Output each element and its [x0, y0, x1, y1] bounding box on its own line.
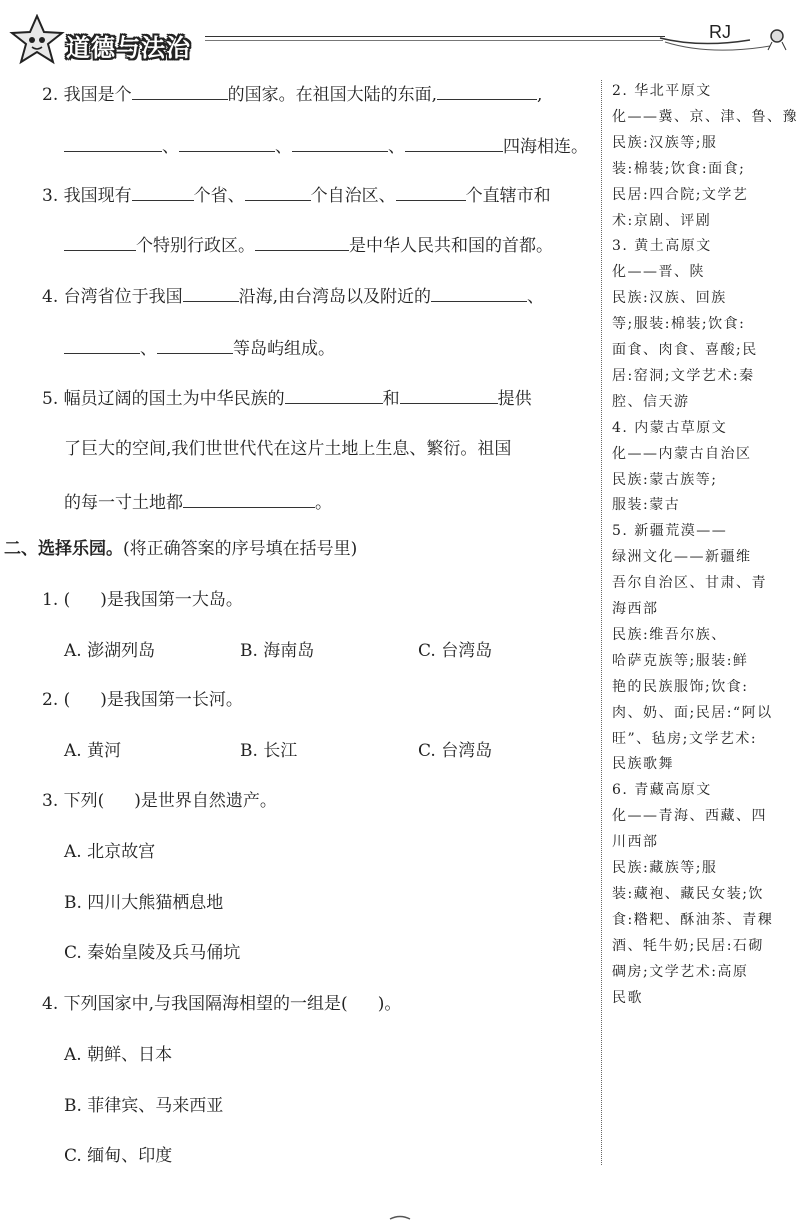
fill-q4-line1 [42, 284, 544, 308]
answer-blank[interactable] [179, 134, 275, 152]
sidebar-note-line: 民族歌舞 [612, 756, 674, 772]
section-title: 二、选择乐园。 [4, 539, 123, 559]
sidebar-note-line: 民居:四合院;文学艺 [612, 187, 749, 203]
choice-q1-option-c[interactable]: C. 台湾岛 [418, 641, 493, 661]
sidebar-note-line: 术:京剧、评剧 [612, 213, 712, 229]
question-number: 3. [42, 791, 59, 811]
choice-q1-stem [42, 589, 243, 611]
fill-q5-line3 [64, 490, 332, 514]
fill-q3-line2 [64, 233, 553, 257]
answer-blank[interactable] [292, 134, 388, 152]
sidebar-note-line: 民族:蒙古族等; [612, 472, 718, 488]
header-rule [205, 36, 665, 37]
choice-q2-option-c[interactable]: C. 台湾岛 [418, 741, 493, 761]
question-number: 2. [42, 85, 59, 105]
fill-q4-line2 [64, 336, 335, 360]
answer-blank[interactable] [396, 183, 466, 201]
text: 的每一寸土地都 [64, 493, 183, 513]
text: , [537, 85, 543, 105]
fill-q2-line1 [42, 82, 542, 106]
section-instruction: (将正确答案的序号填在括号里) [123, 539, 358, 559]
choice-q4-option-b[interactable]: B. 菲律宾、马来西亚 [64, 1096, 224, 1116]
choice-q2-stem [42, 689, 243, 711]
sidebar-note-line: 3. 黄土高原文 [612, 238, 712, 254]
text: 个自治区、 [310, 186, 396, 206]
answer-blank[interactable] [255, 233, 349, 251]
sidebar-note-line: 化——青海、西藏、四 [612, 808, 767, 824]
sidebar-note-line: 民族:汉族、回族 [612, 290, 727, 306]
fill-q3-line1 [42, 183, 551, 207]
choice-q4-option-a[interactable]: A. 朝鲜、日本 [64, 1045, 173, 1065]
sidebar-note-line: 民族:汉族等;服 [612, 135, 718, 151]
sidebar-note-line: 装:藏袍、藏民女装;饮 [612, 886, 764, 902]
section-heading [4, 538, 357, 560]
sidebar-note-line: 化——冀、京、津、鲁、豫 [612, 109, 798, 125]
answer-blank[interactable] [405, 134, 503, 152]
text: 台湾省位于我国 [63, 287, 183, 307]
question-number: 2. [42, 690, 59, 710]
sidebar-note-line: 居:窑洞;文学艺术:秦 [612, 368, 755, 384]
text: 提供 [497, 389, 532, 409]
text: 和 [382, 389, 400, 409]
choice-q3-option-c[interactable]: C. 秦始皇陵及兵马俑坑 [64, 943, 241, 963]
sidebar-note-line: 装:棉装;饮食:面食; [612, 161, 746, 177]
sidebar-note-line: 哈萨克族等;服装:鲜 [612, 653, 749, 669]
sidebar-note-line: 旺”、毡房;文学艺术: [612, 731, 758, 747]
brand-title: 道德与法治 [66, 34, 191, 62]
sidebar-note-line: 4. 内蒙古草原文 [612, 420, 728, 436]
answer-blank[interactable] [183, 284, 239, 302]
header-rule-secondary [205, 40, 663, 41]
choice-q4-stem [42, 993, 401, 1015]
fill-q2-line2 [64, 134, 588, 158]
sidebar-note-line: 川西部 [612, 834, 659, 850]
sidebar-note-line: 海西部 [612, 601, 659, 617]
question-number: 3. [42, 186, 59, 206]
answer-blank[interactable] [132, 183, 194, 201]
choice-q2-option-a[interactable]: A. 黄河 [64, 741, 122, 761]
text: 沿海,由台湾岛以及附近的 [238, 287, 432, 307]
sidebar-note-line: 面食、肉食、喜酸;民 [612, 342, 758, 358]
text: 。 [315, 493, 332, 513]
choice-q2-option-b[interactable]: B. 长江 [240, 741, 298, 761]
sidebar-note-line: 化——晋、陕 [612, 264, 705, 280]
text: 下列( [63, 791, 105, 811]
question-number: 1. [42, 590, 59, 610]
sidebar-note-line: 民族:藏族等;服 [612, 860, 718, 876]
text: )是我国第一长河。 [100, 690, 243, 710]
text: 个特别行政区。 [136, 236, 255, 256]
text: 个省、 [193, 186, 245, 206]
sidebar-note-line: 肉、奶、面;民居:“阿以 [612, 705, 773, 721]
page-footer-mark [388, 1205, 412, 1211]
question-number: 5. [42, 389, 59, 409]
text: )。 [377, 994, 402, 1014]
star-mascot-icon [8, 14, 66, 66]
text: 下列国家中,与我国隔海相望的一组是( [63, 994, 348, 1014]
choice-q4-option-c[interactable]: C. 缅甸、印度 [64, 1146, 173, 1166]
answer-blank[interactable] [132, 82, 228, 100]
question-number: 4. [42, 287, 59, 307]
answer-blank[interactable] [437, 82, 537, 100]
text: 、 [140, 339, 157, 359]
sidebar-note-line: 等;服装:棉装;饮食: [612, 316, 746, 332]
sidebar-note-line: 民歌 [612, 990, 643, 1006]
sidebar-note-line: 民族:维吾尔族、 [612, 627, 727, 643]
answer-blank[interactable] [245, 183, 311, 201]
answer-blank[interactable] [285, 386, 383, 404]
sidebar-note-line: 碉房;文学艺术:高原 [612, 964, 749, 980]
text: 、 [527, 287, 545, 307]
question-number: 4. [42, 994, 59, 1014]
sidebar-note-line: 食:糌粑、酥油茶、青稞 [612, 912, 774, 928]
choice-q3-option-b[interactable]: B. 四川大熊猫栖息地 [64, 893, 224, 913]
text: ( [63, 690, 71, 710]
answer-blank[interactable] [157, 336, 233, 354]
text: )是我国第一大岛。 [100, 590, 243, 610]
text: ( [63, 590, 71, 610]
choice-q3-stem [42, 790, 277, 812]
fill-q5-line2: 了巨大的空间,我们世世代代在这片土地上生息、繁衍。祖国 [64, 439, 512, 459]
answer-blank[interactable] [64, 134, 162, 152]
sidebar-note-line: 艳的民族服饰;饮食: [612, 679, 749, 695]
choice-q1-option-b[interactable]: B. 海南岛 [240, 641, 315, 661]
sidebar-note-line: 6. 青藏高原文 [612, 782, 712, 798]
text: 等岛屿组成。 [233, 339, 335, 359]
text: )是世界自然遗产。 [134, 791, 277, 811]
text: 幅员辽阔的国土为中华民族的 [63, 389, 285, 409]
sidebar-note-line: 5. 新疆荒漠—— [612, 523, 728, 539]
answer-blank[interactable] [400, 386, 498, 404]
sidebar-note-line: 吾尔自治区、甘肃、青 [612, 575, 767, 591]
page-header [0, 0, 800, 70]
sidebar-note-line: 2. 华北平原文 [612, 83, 712, 99]
sidebar-note-line: 腔、信天游 [612, 394, 690, 410]
choice-q1-option-a[interactable]: A. 澎湖列岛 [64, 641, 156, 661]
answer-blank[interactable] [64, 233, 136, 251]
edition-label: RJ [709, 22, 731, 42]
text: 是中华人民共和国的首都。 [349, 236, 553, 256]
text: 我国现有 [63, 186, 132, 206]
answer-blank[interactable] [183, 490, 315, 508]
sidebar-note-line: 酒、牦牛奶;民居:石砌 [612, 938, 764, 954]
choice-q3-option-a[interactable]: A. 北京故宫 [64, 842, 156, 862]
text: 个直辖市和 [465, 186, 551, 206]
fill-q5-line1 [42, 386, 532, 410]
sidebar-note-line: 化——内蒙古自治区 [612, 446, 752, 462]
column-divider [601, 80, 602, 1165]
text: 、 [388, 137, 405, 157]
answer-blank[interactable] [64, 336, 140, 354]
sidebar-note-line: 绿洲文化——新疆维 [612, 549, 752, 565]
text: 我国是个 [63, 85, 132, 105]
answer-blank[interactable] [431, 284, 527, 302]
text: 、 [162, 137, 179, 157]
text: 四海相连。 [503, 137, 588, 157]
sidebar-note-line: 服装:蒙古 [612, 497, 681, 513]
text: 的国家。在祖国大陆的东面, [227, 85, 438, 105]
text: 、 [275, 137, 292, 157]
